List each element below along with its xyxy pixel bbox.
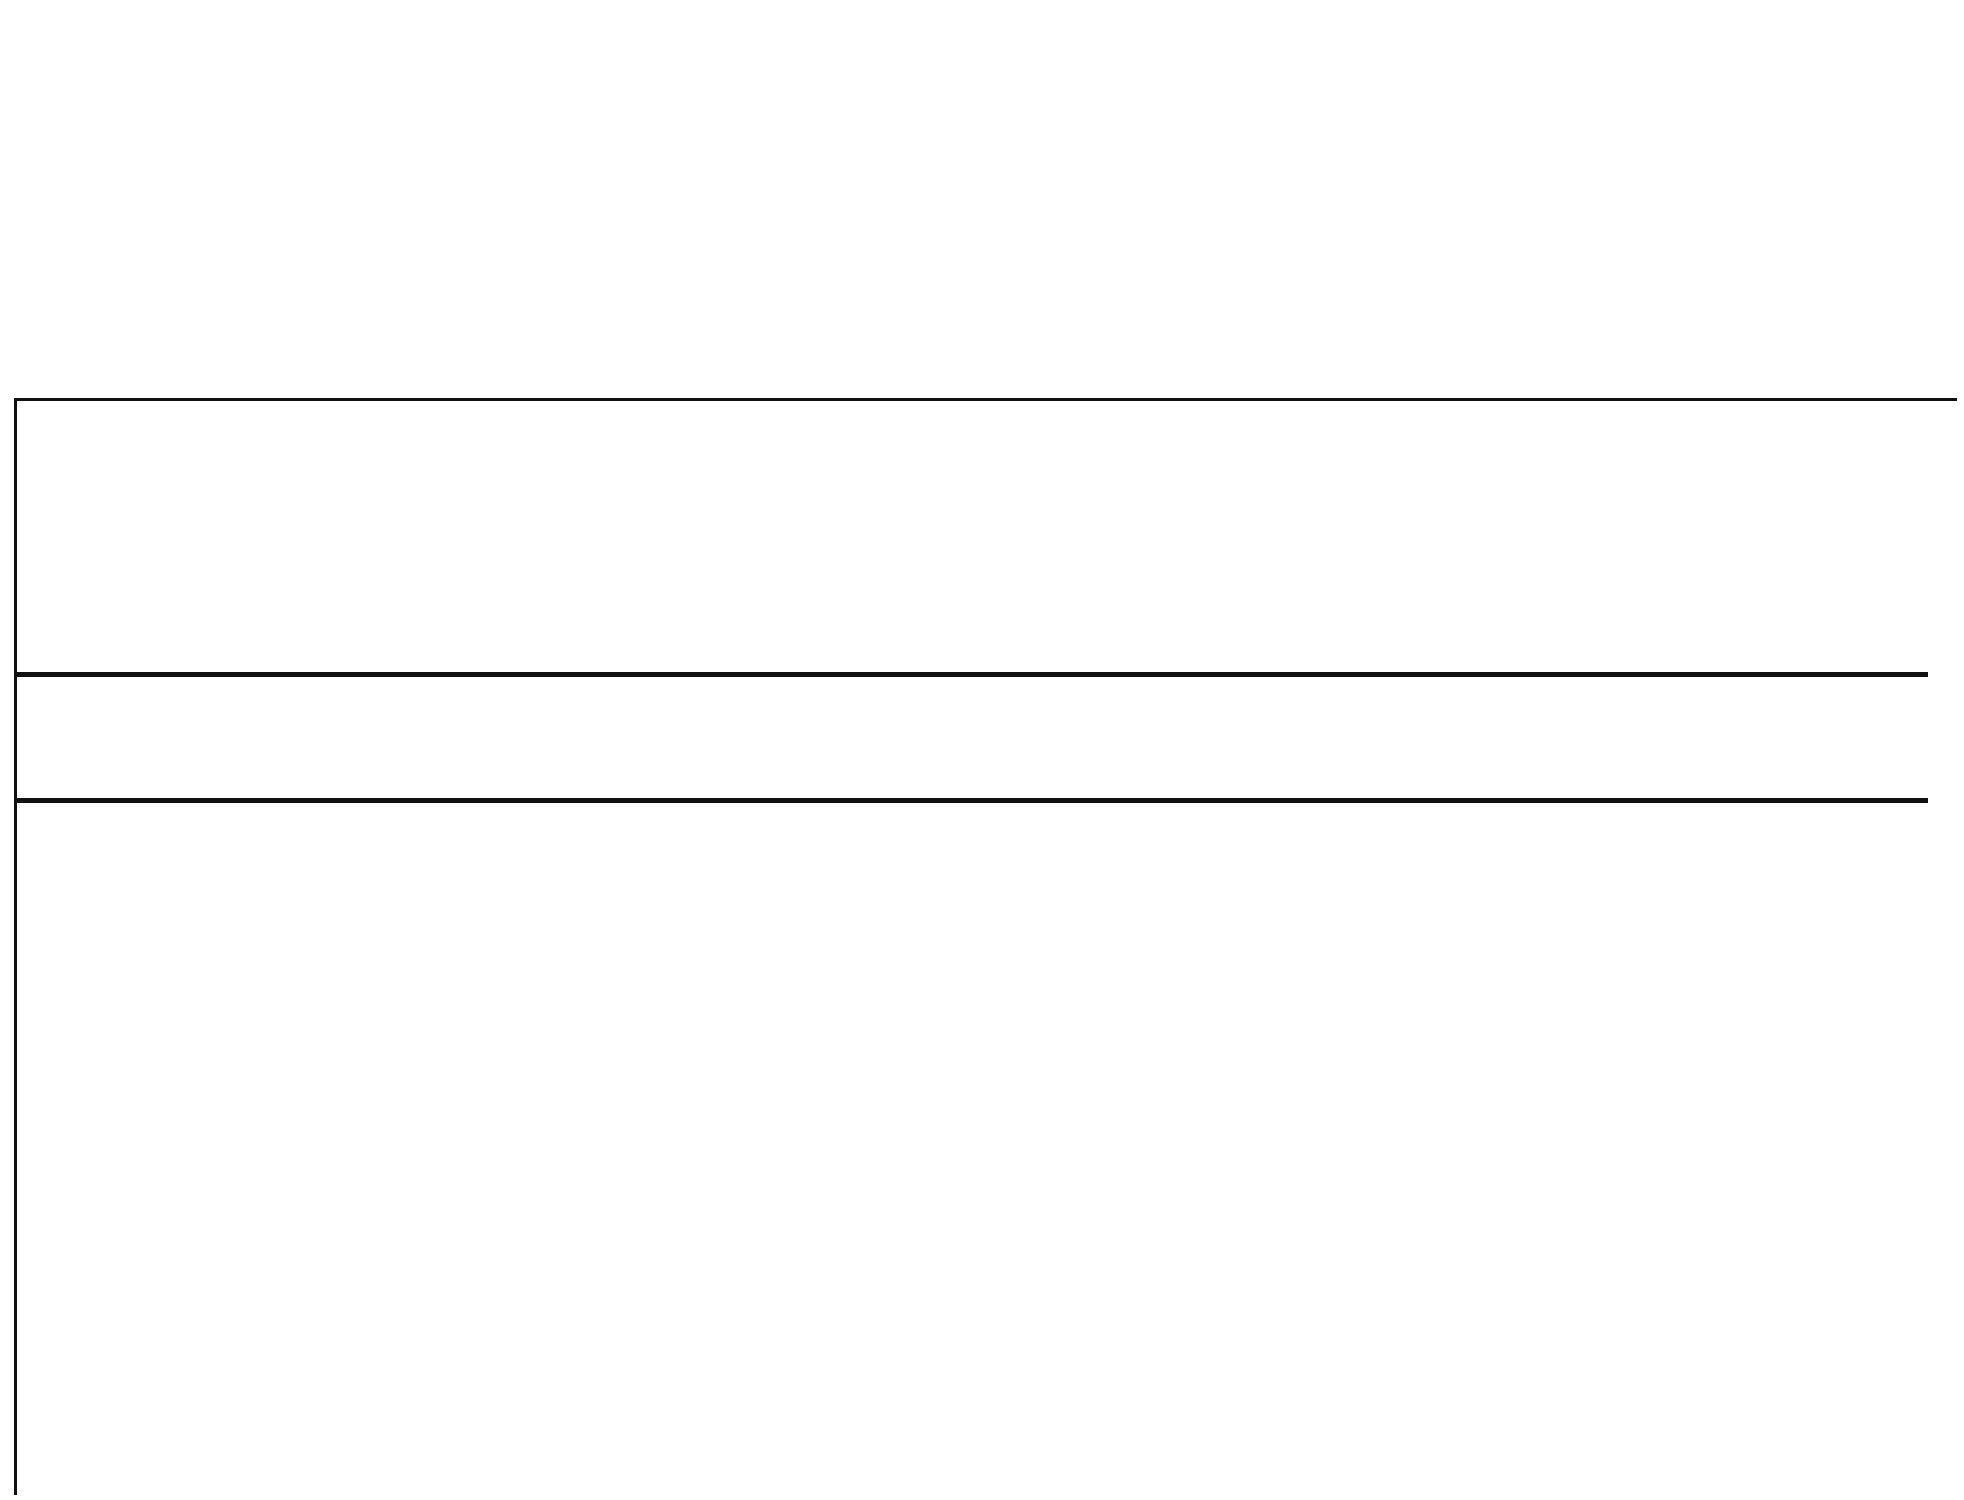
table-top-rule <box>17 672 1928 677</box>
product-header <box>16 4 696 14</box>
header-bottom-rule <box>17 798 1928 803</box>
nutrition-panel <box>14 398 1957 1495</box>
